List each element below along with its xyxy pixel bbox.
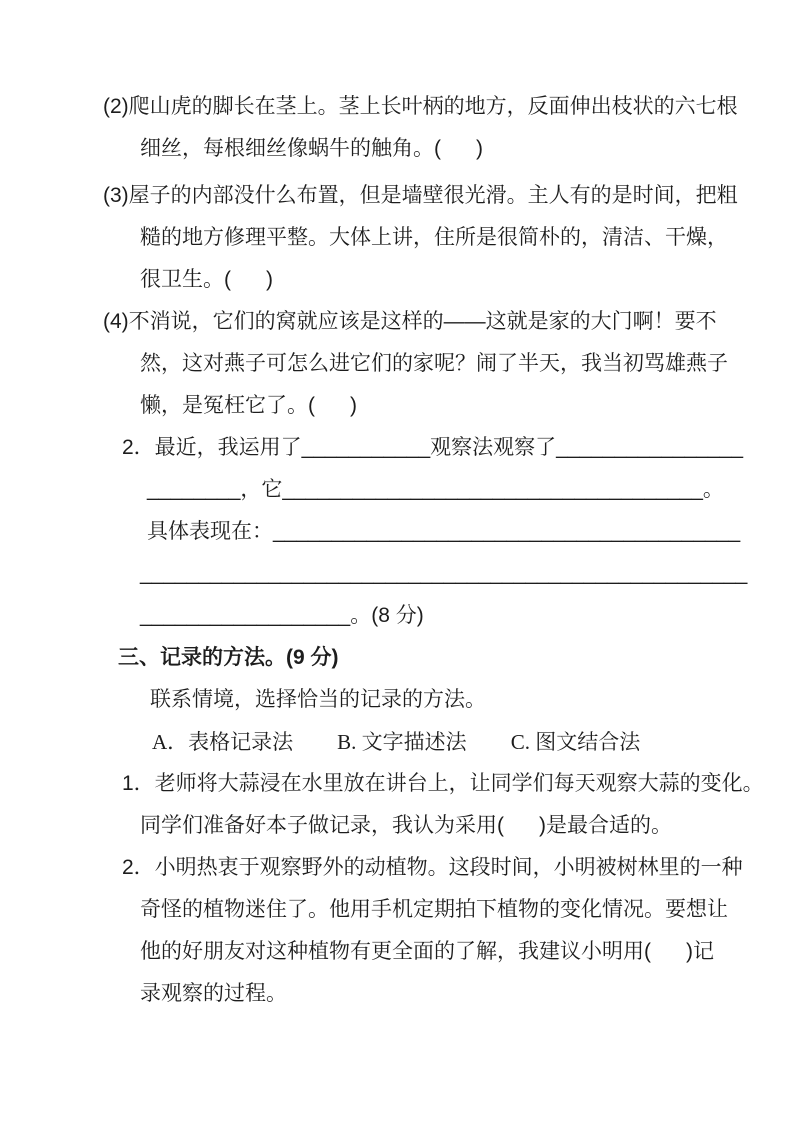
worksheet-content <box>103 86 764 1015</box>
judge-item-2-line-2: 细丝，每根细丝像蜗牛的触角。( ) <box>140 137 483 160</box>
option-b: B. 文字描述法 <box>337 730 467 754</box>
judge-item-4 <box>103 301 728 427</box>
section-three-instruction: 联系情境，选择恰当的记录的方法。 <box>150 688 486 711</box>
fill-question-line-3: 具体表现在：________________________________________ <box>147 520 741 543</box>
judge-items-section <box>103 86 738 427</box>
option-a: A．表格记录法 <box>152 730 294 754</box>
fill-question-line-5: __________________。(8 分) <box>140 604 424 627</box>
judge-item-2 <box>103 86 738 170</box>
s3-q1-line-2: 同学们准备好本子做记录，我认为采用( )是最合适的。 <box>140 814 672 837</box>
section-three <box>103 637 764 1015</box>
section-three-question-2 <box>103 847 743 1015</box>
judge-item-2-line-1: (2)爬山虎的脚长在茎上。茎上长叶柄的地方，反面伸出枝状的六七根 <box>103 95 738 118</box>
s3-q2-line-2: 奇怪的植物迷住了。他用手机定期拍下植物的变化情况。要想让 <box>140 898 728 921</box>
section-three-question-1 <box>103 763 764 847</box>
fill-in-question <box>103 427 748 637</box>
s3-q2-line-4: 录观察的过程。 <box>140 982 287 1005</box>
s3-q2-line-3: 他的好朋友对这种植物有更全面的了解，我建议小明用( )记 <box>140 940 714 963</box>
judge-item-4-line-2: 然，这对燕子可怎么进它们的家呢？闹了半天，我当初骂雄燕子 <box>140 352 728 375</box>
judge-item-3-line-1: (3)屋子的内部没什么布置，但是墙壁很光滑。主人有的是时间，把粗 <box>103 184 738 207</box>
fill-question-line-1: 2．最近，我运用了___________观察法观察了________________ <box>122 436 744 459</box>
judge-item-4-line-1: (4)不消说，它们的窝就应该是这样的——这就是家的大门啊！要不 <box>103 310 717 333</box>
judge-item-3-line-3: 很卫生。( ) <box>140 268 273 291</box>
s3-q1-line-1: 1．老师将大蒜浸在水里放在讲台上，让同学们每天观察大蒜的变化。 <box>122 772 764 795</box>
judge-item-3-line-2: 糙的地方修理平整。大体上讲，住所是很简朴的，清洁、干燥， <box>140 226 728 249</box>
judge-item-3 <box>103 175 738 301</box>
option-c: C. 图文结合法 <box>510 730 641 754</box>
fill-question-line-2: ________，它____________________________________。 <box>147 478 724 501</box>
options-row <box>152 721 723 763</box>
fill-question-line-4: ____________________________________________________ <box>140 562 748 585</box>
judge-item-4-line-3: 懒，是冤枉它了。( ) <box>140 394 357 417</box>
s3-q2-line-1: 2．小明热衷于观察野外的动植物。这段时间，小明被树林里的一种 <box>122 856 743 879</box>
section-three-heading: 三、记录的方法。(9 分) <box>118 646 339 669</box>
